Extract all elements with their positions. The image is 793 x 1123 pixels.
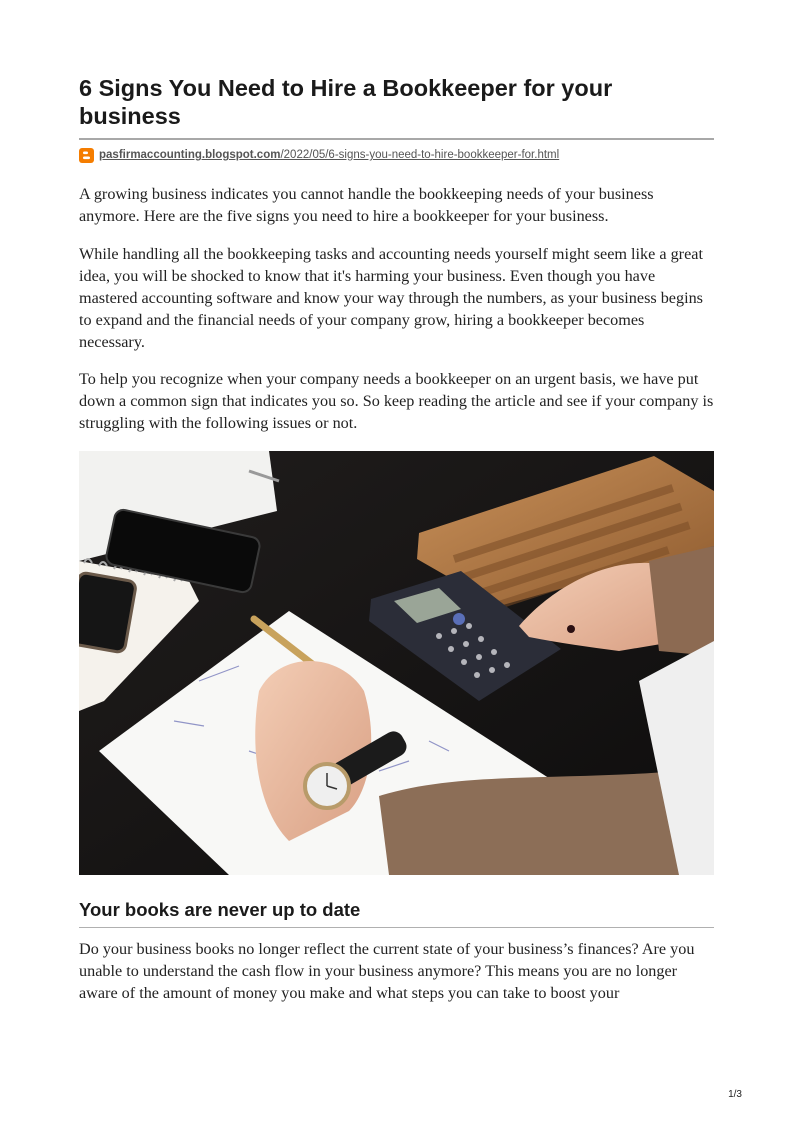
- paragraph: Do your business books no longer reflect the current state of your business’s finances? Are you unable to understand the cash flow in your business anymore? This means you are no longer aware of the amount of money you make and what steps you can take to boost your: [79, 940, 695, 1002]
- blogger-icon: [79, 148, 94, 163]
- page-number: 1/3: [728, 1089, 742, 1100]
- section-divider: [79, 927, 714, 928]
- article-photo: [79, 451, 714, 875]
- source-line: [79, 146, 714, 164]
- title-divider: [79, 138, 714, 140]
- source-link[interactable]: [99, 149, 559, 161]
- article: [79, 74, 714, 1004]
- paragraph: To help you recognize when your company needs a bookkeeper on an urgent basis, we have put down a common sign that indicates you so. So keep reading the article and see if your company is struggling with the following issues or not.: [79, 370, 714, 432]
- section-heading: Your books are never up to date: [79, 899, 361, 920]
- paragraph: A growing business indicates you cannot handle the bookkeeping needs of your business anymore. Here are the five signs you need to hire a bookkeeper for your business.: [79, 185, 654, 225]
- source-path: /2022/05/6-signs-you-need-to-hire-bookkeeper-for.html: [280, 149, 560, 161]
- source-domain: pasfirmaccounting.blogspot.com: [99, 149, 281, 161]
- article-title: 6 Signs You Need to Hire a Bookkeeper for your business: [79, 75, 613, 129]
- paragraph: While handling all the bookkeeping tasks and accounting needs yourself might seem like a great idea, you will be shocked to know that it's harming your business. Even though you have mastered accounting software and know your way through the numbers, as your business begins to expand and the financial needs of your company grow, hiring a bookkeeper becomes necessary.: [79, 245, 703, 351]
